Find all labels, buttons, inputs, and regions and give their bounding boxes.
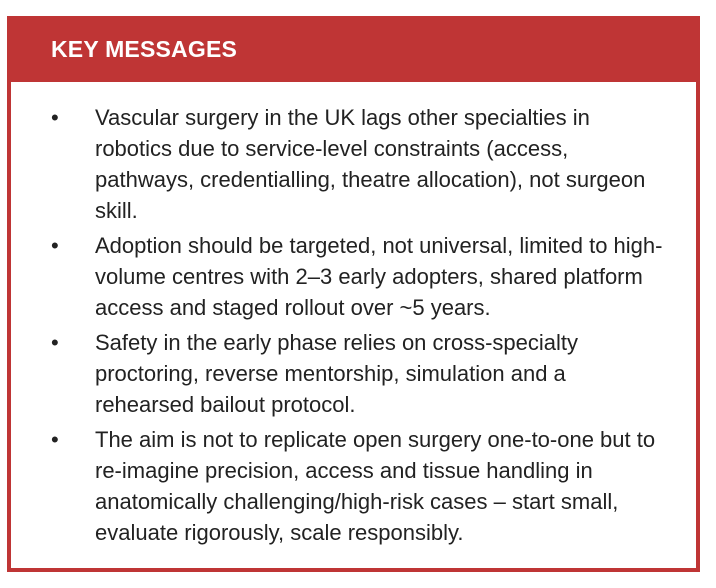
bullet-icon: • [51, 330, 59, 355]
list-item [51, 327, 666, 420]
key-messages-list [11, 82, 696, 548]
list-item [51, 230, 666, 323]
bullet-icon: • [51, 427, 59, 452]
list-item-text: Adoption should be targeted, not universal, limited to high-volume centres with 2–3 early adopters, shared platform access and staged rollout over ~5 years. [95, 233, 663, 320]
bullet-icon: • [51, 105, 59, 130]
list-item-text: Safety in the early phase relies on cross-specialty proctoring, reverse mentorship, simulation and a rehearsed bailout protocol. [95, 330, 579, 417]
key-messages-header [11, 20, 696, 82]
key-messages-title: KEY MESSAGES [51, 35, 238, 62]
key-messages-box [7, 16, 700, 572]
bullet-icon: • [51, 233, 59, 258]
list-item-text: Vascular surgery in the UK lags other specialties in robotics due to service-level constraints (access, pathways, credentialling, theatre allocation), not surgeon skill. [95, 105, 646, 223]
list-item [51, 102, 666, 226]
list-item [51, 424, 666, 548]
list-item-text: The aim is not to replicate open surgery one-to-one but to re-imagine precision, access and tissue handling in anatomically challenging/high-risk cases – start small, evaluate rigorously, scale responsibly. [95, 427, 656, 545]
